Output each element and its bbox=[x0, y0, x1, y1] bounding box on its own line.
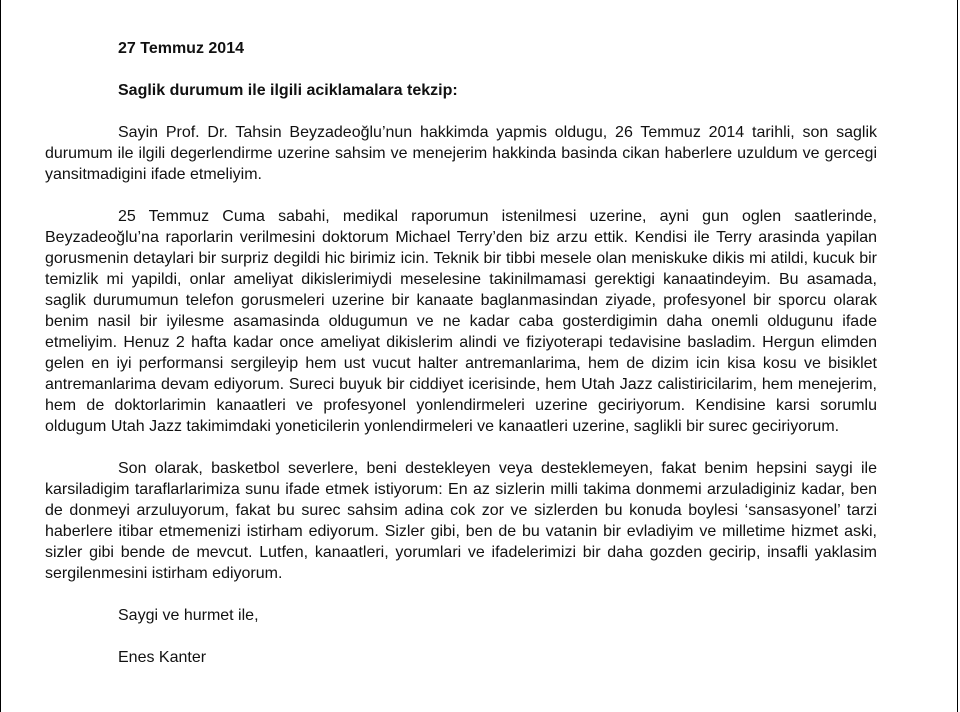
letter-closing: Saygi ve hurmet ile, bbox=[118, 607, 259, 624]
letter-subject: Saglik durumum ile ilgili aciklamalara tekzip: bbox=[118, 82, 458, 99]
paragraph-2: 25 Temmuz Cuma sabahi, medikal raporumun istenilmesi uzerine, ayni gun oglen saatlerinde, Beyzadeoğlu’na raporlarin verilmesini doktorum Michael Terry’den biz arzu ettik. Kendisi ile Terry arasinda yapilan gorusmenin detaylari bir surpriz degildi hic birimiz icin. Teknik bir tibbi mesele olan meniskuke dikis mi atildi, kucuk bir temizlik mi yapildi, onlar ameliyat dikislerimiydi meselesine takinilmamasi gerektigi kanaatindeyim. Bu asamada, saglik durumumun telefon gorusmeleri uzerine bir kanaate baglanmasindan ziyade, profesyonel bir sporcu olarak benim nasil bir iyilesme asamasinda oldugumun ve ne kadar caba gosterdigimin daha onemli oldugunu ifade etmeliyim. Henuz 2 hafta kadar once ameliyat dikislerim alindi ve fiziyoterapi tedavisine basladim. Hergun elimden gelen en iyi performansi sergileyip hem ust vucut halter antremanlarima, hem de dizim icin kisa kosu ve bisiklet antremanlarima devam ediyorum. Sureci buyuk bir ciddiyet icerisinde, hem Utah Jazz calistiricilarim, hem menejerim, hem de doktorlarimin kanaatleri ve profesyonel yonlendirmeleri uzerine geciriyorum. Kendisine karsi sorumlu oldugum Utah Jazz takimimdaki yoneticilerin yonlendirmeleri ve kanaatleri uzerine, saglikli bir surec geciriyorum. bbox=[45, 208, 877, 435]
paragraph-3: Son olarak, basketbol severlere, beni destekleyen veya desteklemeyen, fakat benim hepsini saygi ile karsiladigim taraflarlarimiza sunu ifade etmek istiyorum: En az sizlerin milli takima donmemi arzuladiginiz kadar, ben de donmeyi arzuluyorum, fakat bu surec sahsim adina cok zor ve sizlerden bu konuda boylesi ‘sansasyonel’ tarzi haberlere itibar etmemenizi istirham ediyorum. Sizler gibi, ben de bu vatanin bir evladiyim ve milletime hizmet aski, sizler gibi bende de mevcut. Lutfen, kanaatleri, yorumlari ve ifadelerimizi bir daha gozden gecirip, insafli yaklasim sergilenmesini istirham ediyorum. bbox=[45, 460, 877, 582]
letter-body bbox=[45, 38, 877, 668]
letter-date: 27 Temmuz 2014 bbox=[118, 40, 244, 57]
paragraph-1: Sayin Prof. Dr. Tahsin Beyzadeoğlu’nun hakkimda yapmis oldugu, 26 Temmuz 2014 tarihli, son saglik durumum ile ilgili degerlendirme uzerine sahsim ve menejerim hakkinda basinda cikan haberlere uzuldum ve gercegi yansitmadigini ifade etmeliyim. bbox=[45, 124, 877, 183]
letter-signature: Enes Kanter bbox=[118, 649, 207, 666]
